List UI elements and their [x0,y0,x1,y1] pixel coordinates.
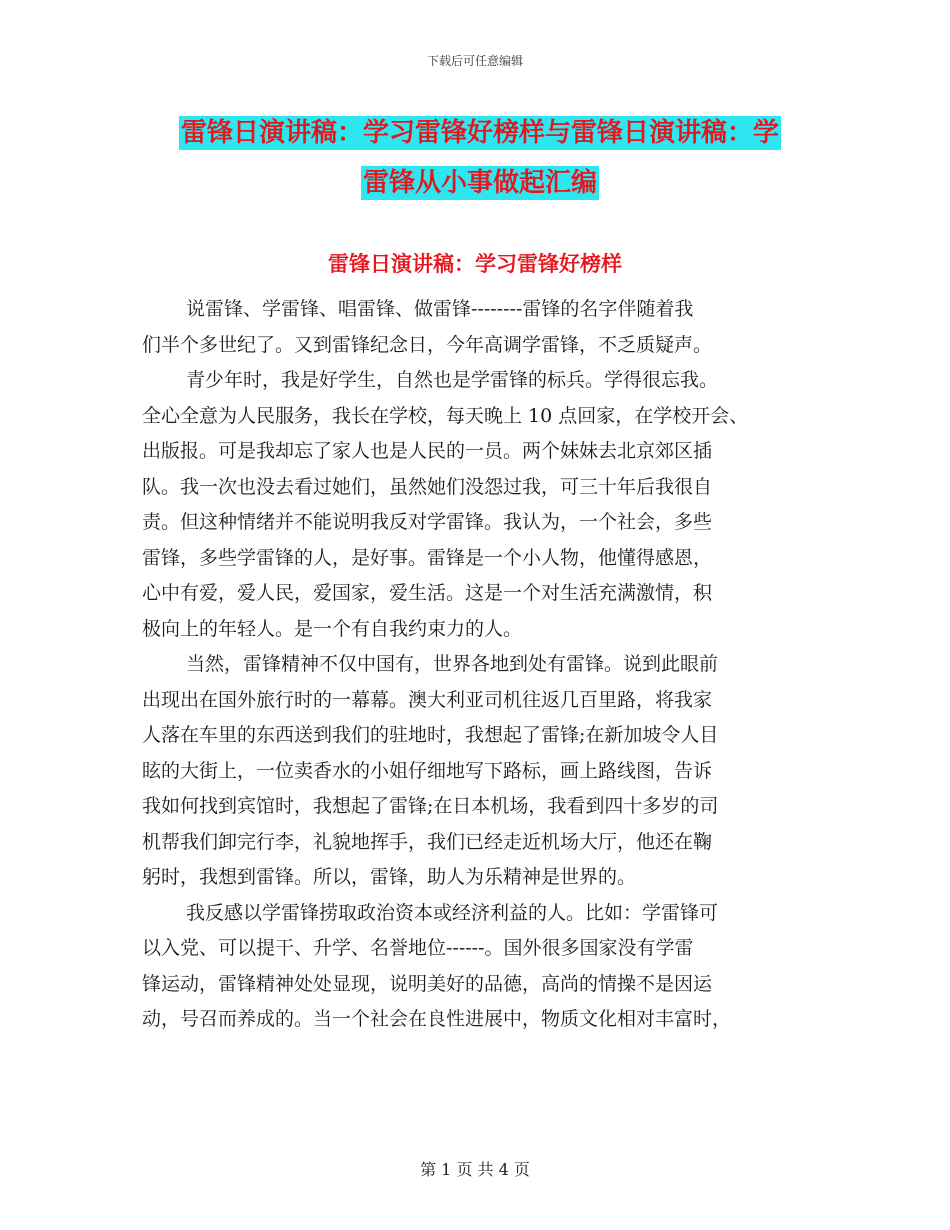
paragraph-line: 当然，雷锋精神不仅中国有，世界各地到处有雷锋。说到此眼前 [186,653,719,675]
paragraph-line: 锋运动，雷锋精神处处显现，说明美好的品德，高尚的情操不是因运 [142,972,713,995]
paragraph-line: 全心全意为人民服务，我长在学校，每天晚上 10 点回家，在学校开会、 [142,404,749,427]
paragraph-line: 雷锋，多些学雷锋的人，是好事。雷锋是一个小人物，他懂得感恩， [142,546,713,569]
paragraph-line: 青少年时，我是好学生，自然也是学雷锋的标兵。学得很忘我。 [186,369,719,391]
paragraph-line: 动，号召而养成的。当一个社会在良性进展中，物质文化相对丰富时， [142,1008,732,1030]
document-title-line-2: 雷锋从小事做起汇编 [362,168,597,198]
section-title: 雷锋日演讲稿：学习雷锋好榜样 [328,252,622,276]
document-title-line-1: 雷锋日演讲稿：学习雷锋好榜样与雷锋日演讲稿：学 [180,118,779,148]
paragraph-line: 说雷锋、学雷锋、唱雷锋、做雷锋--------雷锋的名字伴随着我 [186,298,694,320]
paragraph-line: 以入党、可以提干、升学、名誉地位------。国外很多国家没有学雷 [142,937,694,959]
document-title [140,108,820,208]
paragraph-line: 我如何找到宾馆时，我想起了雷锋;在日本机场，我看到四十多岁的司 [142,795,719,817]
paragraph [142,647,812,896]
paragraph [142,292,812,363]
paragraph-line: 们半个多世纪了。又到雷锋纪念日，今年高调学雷锋，不乏质疑声。 [142,333,713,356]
paragraph-line: 责。但这种情绪并不能说明我反对学雷锋。我认为，一个社会，多些 [142,511,713,533]
paragraph-line: 人落在车里的东西送到我们的驻地时，我想起了雷锋;在新加坡令人目 [142,724,719,746]
paragraph-line: 心中有爱，爱人民，爱国家，爱生活。这是一个对生活充满激情，积 [142,582,713,604]
paragraph-line: 出版报。可是我却忘了家人也是人民的一员。两个妹妹去北京郊区插 [142,440,713,462]
paragraph-line: 队。我一次也没去看过她们，虽然她们没怨过我，可三十年后我很自 [142,475,713,498]
paragraph-line: 极向上的年轻人。是一个有自我约束力的人。 [142,617,523,640]
header-note: 下载后可任意编辑 [426,54,523,68]
body-text [142,292,812,1038]
paragraph-line: 出现出在国外旅行时的一幕幕。澳大利亚司机往返几百里路，将我家 [142,688,713,711]
paragraph-line: 躬时，我想到雷锋。所以，雷锋，助人为乐精神是世界的。 [142,866,637,888]
page-footer: 第 1 页 共 4 页 [420,1160,530,1179]
paragraph-line: 机帮我们卸完行李，礼貌地挥手，我们已经走近机场大厅，他还在鞠 [142,830,713,853]
paragraph-line: 眩的大街上，一位卖香水的小姐仔细地写下路标，画上路线图，告诉 [142,759,713,782]
paragraph-line: 我反感以学雷锋捞取政治资本或经济利益的人。比如：学雷锋可 [186,901,719,924]
paragraph [142,363,812,647]
paragraph [142,896,812,1038]
